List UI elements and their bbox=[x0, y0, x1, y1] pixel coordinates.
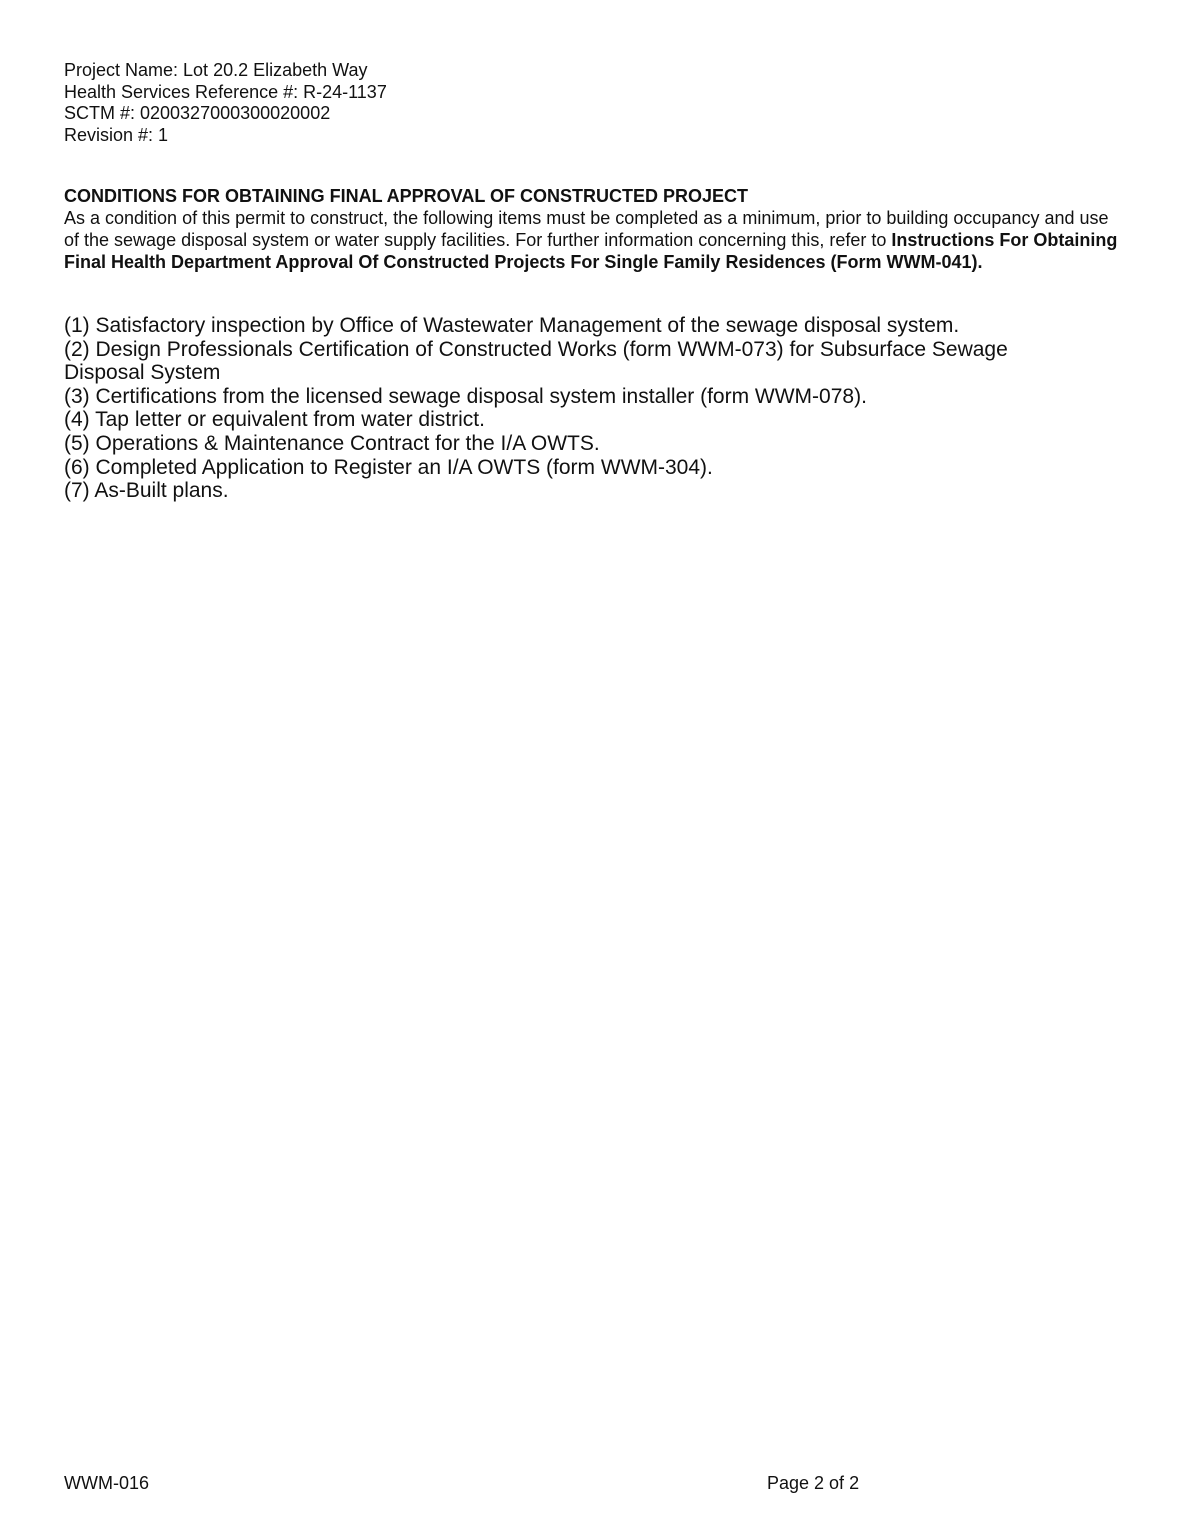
conditions-intro-reference: Instructions For Obtaining Final Health Department Approval Of Constructed Projects For Single Family Residences (Form WWM-041). bbox=[64, 230, 1118, 272]
list-item: (6) Completed Application to Register an I/A OWTS (form WWM-304). bbox=[64, 455, 713, 479]
project-header bbox=[64, 60, 764, 146]
revision-number: Revision #: 1 bbox=[64, 124, 169, 145]
project-name: Project Name: Lot 20.2 Elizabeth Way bbox=[64, 60, 368, 80]
conditions-intro-text: As a condition of this permit to construct, the following items must be completed as a minimum, prior to building occupancy and use of the sewage disposal system or water supply facilities. For further information concerning this, refer to bbox=[64, 208, 1109, 250]
list-item: (4) Tap letter or equivalent from water district. bbox=[64, 408, 485, 432]
conditions-section bbox=[64, 185, 1124, 273]
conditions-title: CONDITIONS FOR OBTAINING FINAL APPROVAL OF CONSTRUCTED PROJECT bbox=[64, 186, 749, 206]
footer-form-number: WWM-016 bbox=[64, 1473, 149, 1493]
list-item: (2) Design Professionals Certification of Constructed Works (form WWM-073) for Subsurface Sewage Disposal System bbox=[64, 337, 1008, 385]
conditions-intro bbox=[64, 207, 1124, 273]
requirements-list bbox=[64, 314, 1064, 503]
list-item: (5) Operations & Maintenance Contract for the I/A OWTS. bbox=[64, 431, 600, 455]
footer-page-number: Page 2 of 2 bbox=[767, 1473, 860, 1493]
sctm-number: SCTM #: 0200327000300020002 bbox=[64, 103, 331, 123]
list-item: (3) Certifications from the licensed sewage disposal system installer (form WWM-078). bbox=[64, 384, 867, 408]
list-item: (1) Satisfactory inspection by Office of Wastewater Management of the sewage disposal system. bbox=[64, 314, 960, 337]
list-item: (7) As-Built plans. bbox=[64, 479, 229, 503]
health-services-reference: Health Services Reference #: R-24-1137 bbox=[64, 81, 387, 102]
